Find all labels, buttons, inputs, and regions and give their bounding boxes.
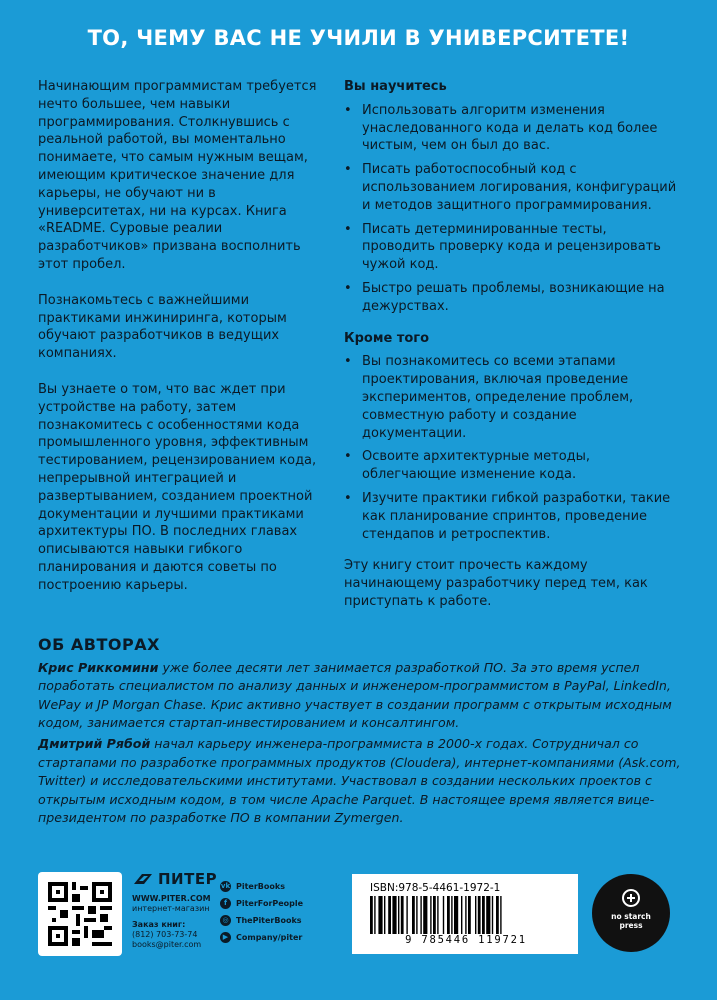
bullet-icon: • — [344, 449, 352, 465]
vk-icon: vk — [220, 882, 231, 890]
list-item — [344, 221, 679, 274]
list-item-text: Писать детерминированные тесты, проводить проверку кода и рецензировать чужой код. — [362, 221, 661, 273]
author-bio-text: начал карьеру инженера-программиста в 2000-х годах. Сотрудничал со стартапами по разработке программных продуктов (Cloudera), интернет-компаниями (Ask.com, Twitter) и исследовательскими институтами. Участвовал в создании нескольких проектов с открытым исходным кодом, в том числе Apache Parquet. В настоящее время является вице-президентом по разработке ПО в компании Zymergen. — [38, 735, 681, 826]
facebook-icon: f — [220, 898, 231, 909]
bullet-icon: • — [344, 102, 352, 118]
bullet-icon: • — [344, 490, 352, 506]
learn-list — [344, 102, 679, 316]
intro-paragraph: Познакомьтесь с важнейшими практиками инжиниринга, которым обучают разработчиков в ведущих компаниях. — [38, 292, 287, 362]
list-item — [344, 280, 679, 316]
social-link[interactable] — [220, 912, 330, 929]
authors-section — [38, 636, 688, 830]
social-label: PiterForPeople — [236, 899, 304, 908]
bullet-icon: • — [344, 354, 352, 370]
social-link[interactable] — [220, 878, 330, 895]
features-column — [344, 78, 679, 611]
social-link[interactable] — [220, 929, 330, 946]
also-list — [344, 353, 679, 543]
intro-column — [38, 78, 320, 613]
author-name: Крис Риккомини — [38, 659, 159, 675]
authors-heading: ОБ АВТОРАХ — [38, 635, 160, 654]
bullet-icon: • — [344, 280, 352, 296]
list-item-text: Вы познакомитесь со всеми этапами проектирования, включая проведение экспериментов, определение проблем, совместную работу и создание документации. — [362, 354, 634, 441]
barcode-icon — [366, 896, 566, 934]
bullet-icon: • — [344, 221, 352, 237]
qr-code-icon[interactable] — [38, 872, 122, 956]
social-label: PiterBooks — [236, 882, 285, 891]
social-link[interactable] — [220, 895, 330, 912]
instagram-icon: ◎ — [220, 915, 231, 926]
order-email[interactable]: books@piter.com — [132, 940, 202, 949]
no-starch-line2: press — [619, 921, 643, 930]
list-item-text: Изучите практики гибкой разработки, такие как планирование спринтов, проведение стендапов и ретроспектив. — [362, 490, 671, 542]
also-heading: Кроме того — [344, 330, 430, 346]
list-item — [344, 490, 679, 543]
list-item — [344, 102, 679, 155]
list-item — [344, 448, 679, 484]
no-starch-press-logo — [592, 874, 670, 952]
list-item — [344, 161, 679, 214]
publisher-website[interactable]: WWW.PITER.COM — [132, 894, 211, 903]
social-label: ThePiterBooks — [236, 916, 302, 925]
barcode-digits: 9 785446 119721 — [405, 934, 527, 946]
intro-paragraph: Начинающим программистам требуется нечто большее, чем навыки программирования. Столкнувшись с реальной работой, вы моментально понимаете, что самым нужным вещам, имеющим критическое значение для карьеры, не обучают ни в университетах, ни на курсах. Книга «README. Суровые реалии разработчиков» призвана восполнить этот пробел. — [38, 79, 317, 272]
intro-paragraph: Вы узнаете о том, что вас ждет при устройстве на работу, затем познакомитесь с особенностями кода промышленного уровня, эффективным тестированием, рецензированием кода, непрерывной интеграцией и развертыванием, созданием проектной документации и лучшими практиками архитектуры ПО. В последних главах описываются навыки гибкого планирования и даются советы по построению карьеры. — [38, 381, 317, 593]
no-starch-line1: no starch — [611, 912, 651, 921]
publisher-logo-text: ПИТЕР — [158, 870, 218, 888]
learn-heading: Вы научитесь — [344, 79, 447, 94]
publisher-website-sub: интернет-магазин — [132, 904, 210, 913]
publisher-logo[interactable] — [132, 872, 232, 886]
youtube-icon: ▶ — [220, 932, 231, 943]
social-label: Company/piter — [236, 933, 303, 942]
cover-title: ТО, ЧЕМУ ВАС НЕ УЧИЛИ В УНИВЕРСИТЕТЕ! — [87, 26, 630, 50]
list-item — [344, 353, 679, 442]
list-item-text: Быстро решать проблемы, возникающие на дежурствах. — [362, 280, 665, 314]
list-item-text: Писать работоспособный код с использованием логирования, конфигураций и методов защитного программирования. — [362, 162, 677, 213]
piter-logo-icon — [132, 872, 154, 886]
isbn-barcode — [352, 874, 578, 954]
back-cover-footer — [0, 862, 717, 1000]
bullet-icon: • — [344, 162, 352, 178]
social-links — [220, 878, 330, 946]
no-starch-mark-icon — [621, 888, 641, 908]
publisher-info — [132, 872, 232, 956]
author-bio-text: уже более десяти лет занимается разработкой ПО. За это время успел поработать специалистом по анализу данных и инженером-программистом в PayPal, LinkedIn, WePay и JP Morgan Chase. Крис активно участвует в создании программ с открытым исходным кодом, занимается стартап-инвестированием и консалтингом. — [38, 659, 672, 731]
author-name: Дмитрий Рябой — [38, 735, 151, 751]
list-item-text: Использовать алгоритм изменения унаследованного кода и делать код более чистым, чем он был до вас. — [362, 102, 658, 154]
list-item-text: Освоите архитектурные методы, облегчающие изменение кода. — [362, 449, 591, 483]
order-label: Заказ книг: — [132, 920, 186, 929]
author-bio — [38, 659, 688, 733]
outro-paragraph: Эту книгу стоит прочесть каждому начинающему разработчику перед тем, как приступать к работе. — [344, 558, 648, 609]
order-phone[interactable]: (812) 703-73-74 — [132, 930, 198, 939]
author-bio — [38, 735, 688, 828]
isbn-number: ISBN:978-5-4461-1972-1 — [370, 882, 501, 894]
